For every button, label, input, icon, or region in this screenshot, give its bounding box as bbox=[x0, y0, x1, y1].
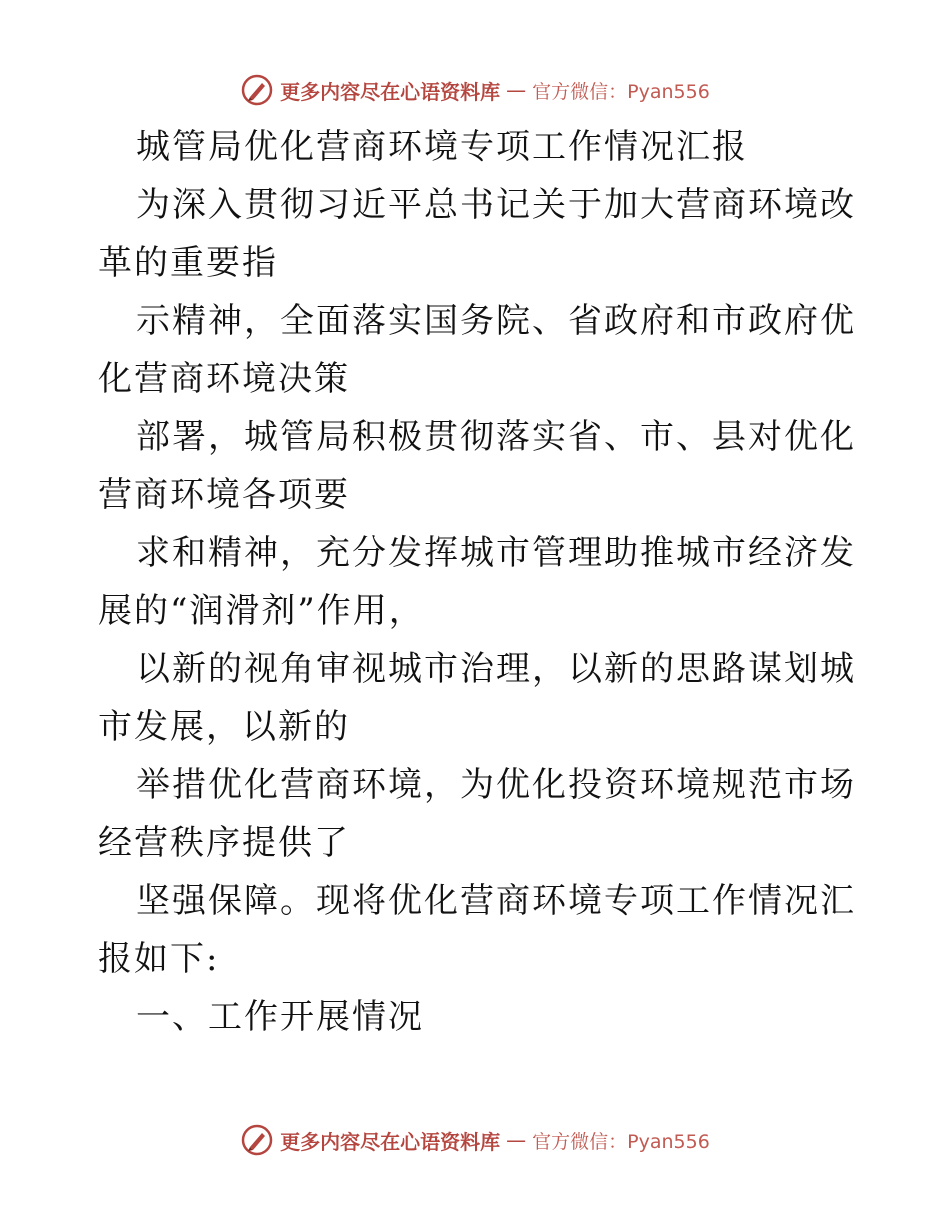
banner-separator: — bbox=[506, 78, 527, 102]
document-body bbox=[98, 118, 858, 1046]
pen-nib-circle-icon bbox=[240, 1123, 274, 1157]
paragraph-2: 示精神，全面落实国务院、省政府和市政府优化营商环境决策 bbox=[98, 301, 856, 399]
paragraph-5: 以新的视角审视城市治理，以新的思路谋划城市发展，以新的 bbox=[98, 649, 856, 747]
banner-title: 更多内容尽在心语资料库 bbox=[280, 79, 501, 104]
pen-nib-circle-icon bbox=[240, 73, 274, 107]
banner-wechat: 官方微信：Pyan556 bbox=[532, 80, 710, 103]
paragraph-3: 部署，城管局积极贯彻落实省、市、县对优化营商环境各项要 bbox=[98, 417, 856, 515]
header-watermark-banner bbox=[0, 70, 950, 110]
section-heading: 一、工作开展情况 bbox=[136, 997, 424, 1037]
banner-title: 更多内容尽在心语资料库 bbox=[280, 1129, 501, 1154]
paragraph-1: 为深入贯彻习近平总书记关于加大营商环境改革的重要指 bbox=[98, 185, 856, 283]
paragraph-6: 举措优化营商环境，为优化投资环境规范市场经营秩序提供了 bbox=[98, 765, 856, 863]
document-title: 城管局优化营商环境专项工作情况汇报 bbox=[136, 127, 748, 167]
footer-watermark-banner bbox=[0, 1120, 950, 1160]
paragraph-7: 坚强保障。现将优化营商环境专项工作情况汇报如下: bbox=[98, 881, 856, 979]
banner-wechat: 官方微信：Pyan556 bbox=[532, 1130, 710, 1153]
banner-separator: — bbox=[506, 1128, 527, 1152]
paragraph-4: 求和精神，充分发挥城市管理助推城市经济发展的“润滑剂”作用， bbox=[98, 533, 856, 631]
